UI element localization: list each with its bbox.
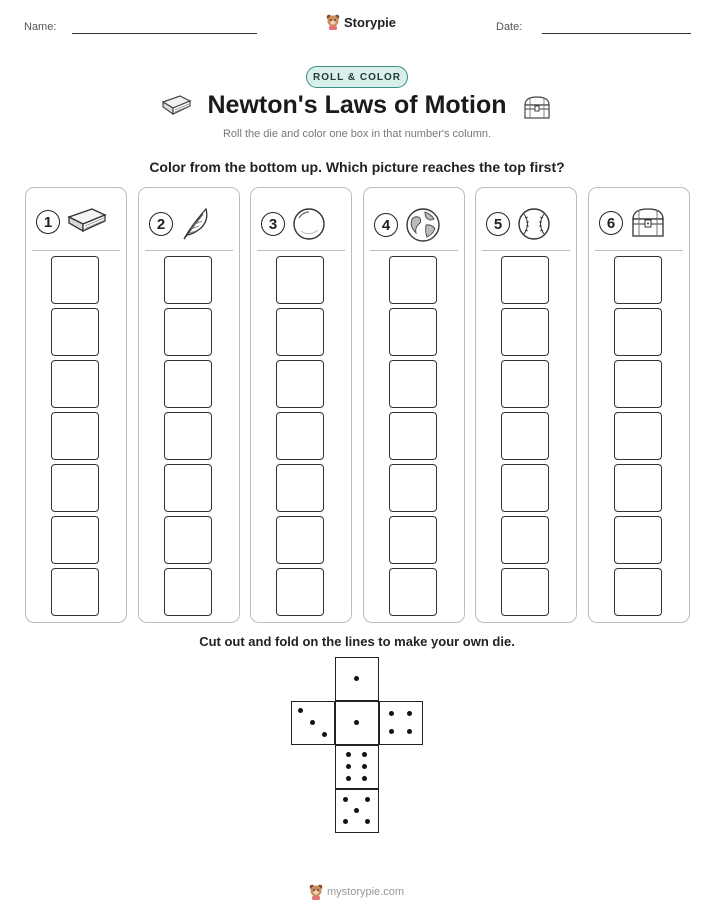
column-header [261, 206, 327, 242]
column-header [599, 206, 667, 240]
color-box[interactable] [614, 464, 662, 512]
color-box[interactable] [164, 360, 212, 408]
die-face-3 [291, 701, 335, 745]
book-icon [66, 206, 108, 238]
die-face-5 [335, 789, 379, 833]
die-pip [362, 764, 367, 769]
date-label: Date: [496, 21, 523, 33]
color-box[interactable] [389, 412, 437, 460]
die-pip [346, 776, 351, 781]
color-box[interactable] [164, 256, 212, 304]
date-line [542, 33, 691, 34]
color-box[interactable] [164, 464, 212, 512]
footer [309, 884, 404, 900]
color-box[interactable] [501, 464, 549, 512]
feather-icon [179, 206, 211, 242]
color-column-1 [25, 187, 127, 623]
column-divider [32, 250, 120, 251]
color-box[interactable] [51, 360, 99, 408]
color-box[interactable] [51, 412, 99, 460]
color-column-2 [138, 187, 240, 623]
color-box[interactable] [614, 360, 662, 408]
die-pip [365, 797, 370, 802]
baseball-icon [516, 206, 552, 242]
bear-icon [309, 884, 323, 900]
roll-color-badge: ROLL & COLOR [306, 66, 408, 88]
brand-logo [326, 14, 396, 30]
color-box[interactable] [276, 256, 324, 304]
die-face-6 [335, 745, 379, 789]
die-pip [362, 776, 367, 781]
color-box[interactable] [614, 308, 662, 356]
column-number: 1 [36, 210, 60, 234]
color-box[interactable] [164, 516, 212, 564]
color-box[interactable] [501, 412, 549, 460]
column-header [149, 206, 211, 242]
die-pip [389, 711, 394, 716]
color-box[interactable] [389, 256, 437, 304]
color-box[interactable] [389, 516, 437, 564]
die-pip [298, 708, 303, 713]
column-number: 6 [599, 211, 623, 235]
color-box[interactable] [164, 308, 212, 356]
die-net-instruction: Cut out and fold on the lines to make your own die. [199, 634, 515, 649]
color-box[interactable] [51, 308, 99, 356]
color-box[interactable] [276, 568, 324, 616]
die-pip [365, 819, 370, 824]
column-header [374, 206, 442, 244]
color-box[interactable] [276, 464, 324, 512]
color-box[interactable] [276, 360, 324, 408]
color-box[interactable] [51, 568, 99, 616]
die-pip [362, 752, 367, 757]
color-column-3 [250, 187, 352, 623]
column-number: 3 [261, 212, 285, 236]
die-pip [354, 720, 359, 725]
brand-name: Storypie [344, 14, 397, 30]
color-box[interactable] [501, 516, 549, 564]
die-face-4 [379, 701, 423, 745]
color-column-5 [475, 187, 577, 623]
color-box[interactable] [501, 568, 549, 616]
color-box[interactable] [389, 568, 437, 616]
color-box[interactable] [164, 412, 212, 460]
color-box[interactable] [614, 412, 662, 460]
color-column-4 [363, 187, 465, 623]
die-pip [407, 711, 412, 716]
color-box[interactable] [276, 412, 324, 460]
column-divider [145, 250, 233, 251]
die-pip [343, 797, 348, 802]
color-box[interactable] [389, 308, 437, 356]
die-pip [407, 729, 412, 734]
column-header [36, 206, 108, 238]
color-box[interactable] [276, 516, 324, 564]
page-title: Newton's Laws of Motion [207, 91, 507, 119]
page-subtitle: Roll the die and color one box in that number's column. [222, 128, 492, 140]
die-face-1 [335, 701, 379, 745]
instruction-text: Color from the bottom up. Which picture reaches the top first? [149, 159, 565, 175]
column-number: 5 [486, 212, 510, 236]
color-box[interactable] [614, 516, 662, 564]
color-column-6 [588, 187, 690, 623]
die-pip [346, 752, 351, 757]
treasure-chest-icon [629, 206, 667, 240]
bear-icon [326, 14, 340, 30]
color-box[interactable] [501, 360, 549, 408]
column-header [486, 206, 552, 242]
color-box[interactable] [501, 308, 549, 356]
die-pip [346, 764, 351, 769]
color-box[interactable] [614, 568, 662, 616]
name-label: Name: [24, 21, 57, 33]
die-pip [354, 808, 359, 813]
color-box[interactable] [51, 256, 99, 304]
die-pip [354, 676, 359, 681]
treasure-chest-icon [522, 95, 552, 121]
ball-icon [291, 206, 327, 242]
color-box[interactable] [614, 256, 662, 304]
die-pip [389, 729, 394, 734]
footer-url: mystorypie.com [327, 886, 405, 898]
column-divider [370, 250, 458, 251]
die-pip [343, 819, 348, 824]
globe-icon [404, 206, 442, 244]
column-divider [482, 250, 570, 251]
color-box[interactable] [164, 568, 212, 616]
color-box[interactable] [51, 516, 99, 564]
color-box[interactable] [501, 256, 549, 304]
name-line [72, 33, 257, 34]
color-box[interactable] [276, 308, 324, 356]
column-number: 4 [374, 213, 398, 237]
color-box[interactable] [51, 464, 99, 512]
column-number: 2 [149, 212, 173, 236]
die-pip [310, 720, 315, 725]
die-pip [322, 732, 327, 737]
die-face-1 [335, 657, 379, 701]
column-divider [257, 250, 345, 251]
column-divider [595, 250, 683, 251]
color-box[interactable] [389, 360, 437, 408]
color-box[interactable] [389, 464, 437, 512]
